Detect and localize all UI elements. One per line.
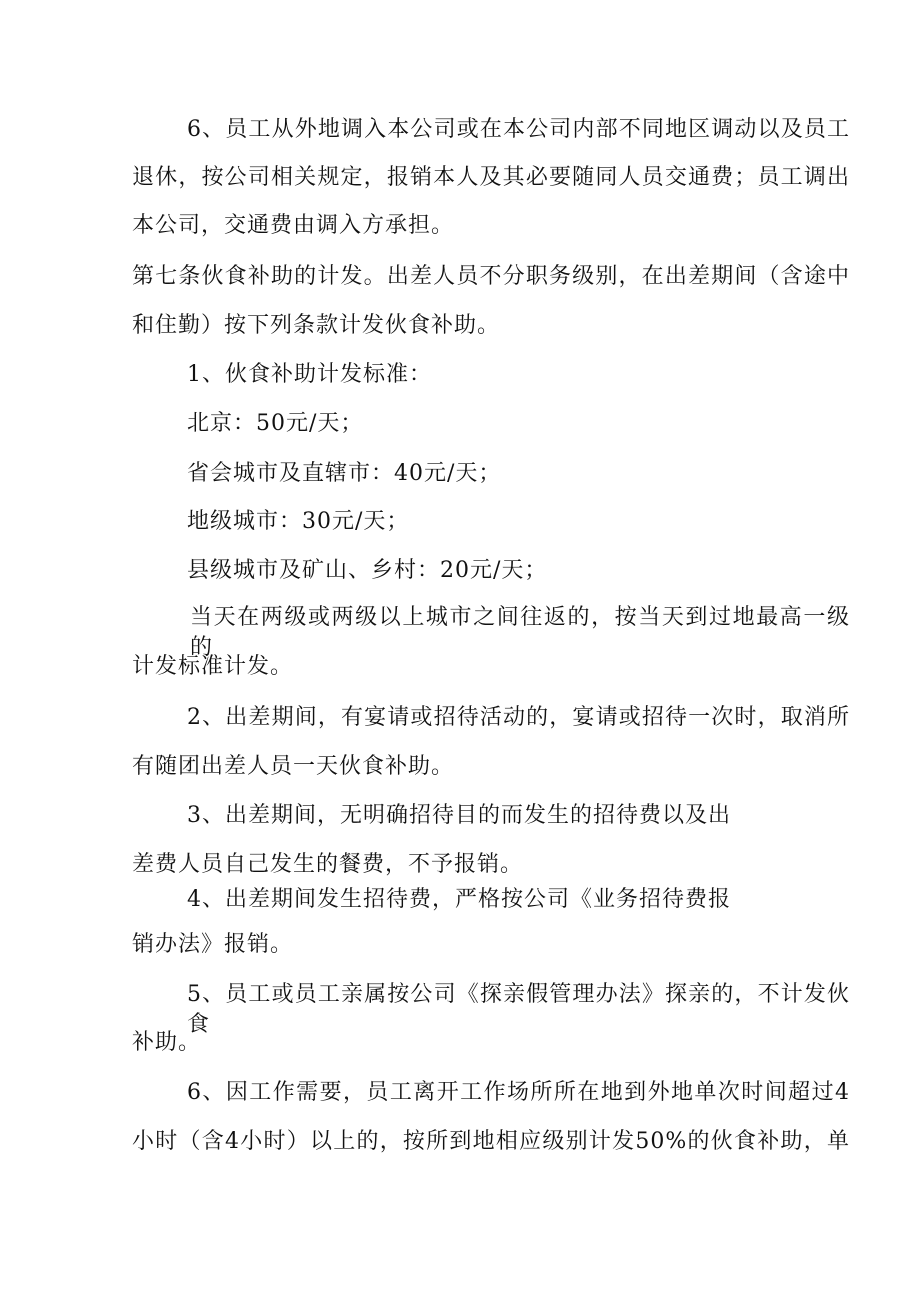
text-line: 1、伙食补助计发标准： [187,362,432,387]
text-line: 有随团出差人员一天伙食补助。 [132,754,455,779]
text-line: 和住勤）按下列条款计发伙食补助。 [132,313,501,338]
text-line: 第七条伙食补助的计发。出差人员不分职务级别，在出差期间（含途中 [132,264,850,289]
text-line: 当天在两级或两级以上城市之间往返的，按当天到过地最高一级的 [190,605,850,660]
text-line: 补助。 [132,1030,202,1055]
text-line: 小时（含4小时）以上的，按所到地相应级别计发50%的伙食补助，单 [132,1129,850,1154]
text-line: 2、出差期间，有宴请或招待活动的，宴请或招待一次时，取消所 [187,705,850,730]
text-line: 6、因工作需要，员工离开工作场所所在地到外地单次时间超过4 [187,1080,850,1105]
text-line: 退休，按公司相关规定，报销本人及其必要随同人员交通费；员工调出 [132,165,850,190]
text-line: 北京：50元/天； [187,411,364,436]
text-line: 县级城市及矿山、乡村：20元/天； [187,558,548,583]
text-line: 4、出差期间发生招待费，严格按公司《业务招待费报 [187,887,731,912]
text-line: 地级城市：30元/天； [187,509,410,534]
text-line: 6、员工从外地调入本公司或在本公司内部不同地区调动以及员工 [187,117,850,142]
text-line: 省会城市及直辖市：40元/天； [187,461,502,486]
text-line: 计发标准计发。 [132,654,294,679]
text-line: 5、员工或员工亲属按公司《探亲假管理办法》探亲的，不计发伙食 [187,982,850,1037]
text-line: 本公司，交通费由调入方承担。 [132,213,455,238]
text-line: 3、出差期间，无明确招待目的而发生的招待费以及出 [187,803,731,828]
text-line: 销办法》报销。 [132,932,294,957]
text-line: 差费人员自己发生的餐费，不予报销。 [132,852,524,877]
